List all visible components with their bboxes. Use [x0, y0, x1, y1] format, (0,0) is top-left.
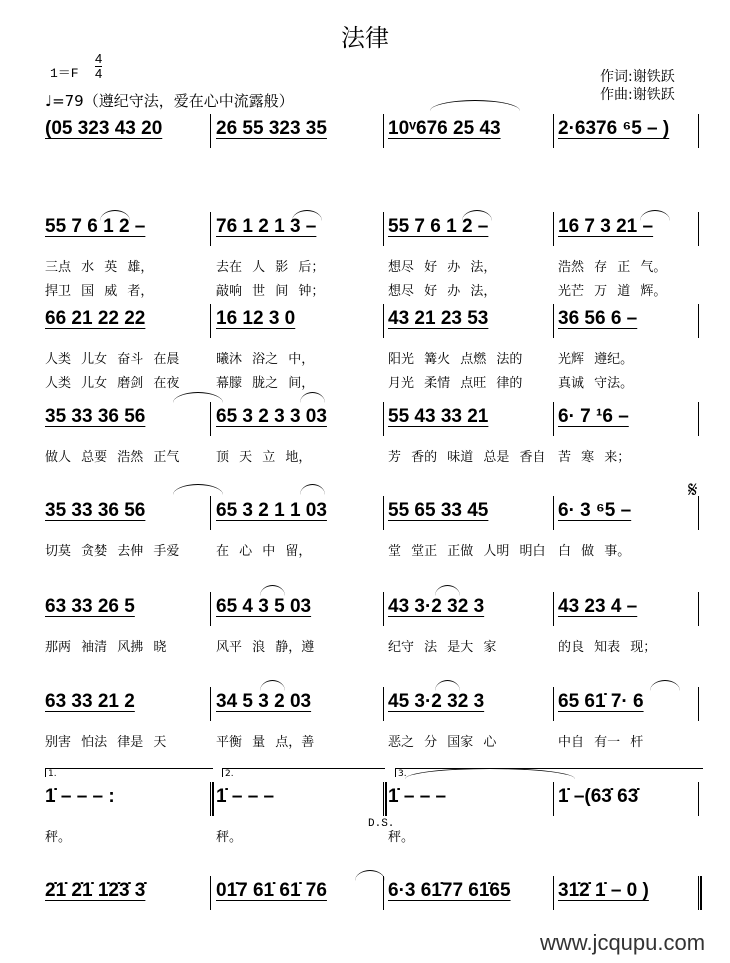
volta-2: 2. [222, 768, 385, 777]
barline [553, 592, 554, 626]
slur-mark [260, 680, 285, 691]
lyric-text: 真诚 守法。 [558, 376, 634, 391]
dal-segno-marking: D.S. [368, 818, 395, 830]
time-sig-bottom: 4 [95, 66, 103, 81]
lyric-text: 在 心 中 留， [216, 544, 312, 559]
barline [383, 212, 384, 246]
measure: 1̇ –(63̇ 63̇ [558, 786, 639, 807]
key-signature: 1＝F [50, 66, 79, 81]
barline [383, 114, 384, 148]
measure: 66 21 22 22 [45, 308, 146, 329]
slur-mark [173, 392, 223, 403]
watermark: www.jcqupu.com [540, 930, 706, 955]
barline [210, 782, 214, 816]
lyric-text: 光辉 遵纪。 [558, 352, 634, 367]
barline [698, 402, 699, 436]
lyric-text: 幕朦 胧之 间， [216, 376, 315, 391]
measure: 63 33 26 5 [45, 596, 135, 617]
lyric-text: 堂 堂正 正做 人明 明白 [388, 544, 546, 559]
slur-mark [430, 100, 520, 111]
slur-mark [300, 392, 325, 403]
barline [698, 782, 699, 816]
barline [553, 304, 554, 338]
measure: 55 7 6 1 2 – [45, 216, 146, 237]
barline [210, 592, 211, 626]
barline [698, 876, 702, 910]
measure: 43 23 4 – [558, 596, 638, 617]
barline [553, 402, 554, 436]
lyric-text: 做人 总要 浩然 正气 [45, 450, 180, 465]
barline [383, 876, 384, 910]
measure: 43 3·2 32 3 [388, 596, 485, 617]
barline [553, 496, 554, 530]
measure: 63 33 21 2 [45, 691, 135, 712]
slur-mark [640, 210, 670, 221]
barline [553, 114, 554, 148]
barline [383, 496, 384, 530]
measure: 55 65 33 45 [388, 500, 489, 521]
volta-1: 1. [45, 768, 213, 777]
lyric-text: 浩然 存 正 气。 [558, 260, 667, 275]
measure: 65 61̇ 7· 6 [558, 691, 644, 712]
lyric-text: 风平 浪 静，遵 [216, 640, 315, 655]
lyric-text: 顶 天 立 地， [216, 450, 312, 465]
measure: 55 7 6 1 2 – [388, 216, 489, 237]
measure: 6· 7 ¹6 – [558, 406, 629, 427]
measure: 16 7 3 21 – [558, 216, 654, 237]
time-sig-top: 4 [95, 51, 103, 66]
lyric-text: 想尽 好 办 法， [388, 284, 497, 299]
barline [553, 212, 554, 246]
measure: 6· 3 ⁶5 – [558, 500, 632, 521]
composer-credit: 作曲:谢铁跃 [600, 87, 675, 103]
lyric-text: 切莫 贪婪 去伸 手爱 [45, 544, 180, 559]
lyric-text: 阳光 篝火 点燃 法的 [388, 352, 523, 367]
slur-mark [435, 585, 460, 596]
lyric-text: 秤。 [45, 830, 72, 845]
lyric-text: 别害 怕法 律是 天 [45, 735, 167, 750]
barline [698, 496, 699, 530]
measure: (05 323 43 20 [45, 118, 163, 139]
barline [383, 402, 384, 436]
lyric-text: 的良 知表 现； [558, 640, 657, 655]
measure: 45 3·2 32 3 [388, 691, 485, 712]
barline [210, 496, 211, 530]
barline [210, 304, 211, 338]
lyricist-credit: 作词:谢铁跃 [600, 69, 675, 85]
barline [383, 782, 387, 816]
lyric-text: 白 做 事。 [558, 544, 631, 559]
lyric-text: 秤。 [388, 830, 415, 845]
volta-3: 3. [395, 768, 703, 777]
barline [210, 687, 211, 721]
barline [698, 212, 699, 246]
measure: 26 55 323 35 [216, 118, 327, 139]
barline [210, 876, 211, 910]
barline [698, 592, 699, 626]
measure: 1̇ – – – : [45, 786, 115, 807]
slur-mark [462, 210, 492, 221]
measure: 65 4 3 5 03 [216, 596, 312, 617]
measure: 2·6376 ⁶5 – ) [558, 118, 670, 139]
lyric-text: 捍卫 国 威 者， [45, 284, 154, 299]
slur-mark [173, 484, 223, 495]
barline [210, 114, 211, 148]
barline [698, 304, 699, 338]
barline [210, 402, 211, 436]
measure: 35 33 36 56 [45, 500, 146, 521]
measure: 1̇ – – – [216, 786, 275, 807]
barline [383, 304, 384, 338]
lyric-text: 月光 柔情 点旺 律的 [388, 376, 523, 391]
lyric-text: 苦 寒 来； [558, 450, 631, 465]
barline [383, 592, 384, 626]
slur-mark [650, 680, 680, 691]
lyric-text: 人类 儿女 磨剑 在夜 [45, 376, 180, 391]
slur-mark [100, 210, 130, 221]
lyric-text: 三点 水 英 雄， [45, 260, 154, 275]
measure: 76 1 2 1 3 – [216, 216, 317, 237]
lyric-text: 曦沐 浴之 中， [216, 352, 315, 367]
time-signature [95, 52, 102, 81]
measure: 31̇2̇ 1̇ – 0 ) [558, 880, 649, 901]
measure: 35 33 36 56 [45, 406, 146, 427]
barline [698, 687, 699, 721]
lyric-text: 光芒 万 道 辉。 [558, 284, 667, 299]
barline [210, 212, 211, 246]
segno-icon: 𝄋 [688, 478, 698, 503]
barline [553, 782, 554, 816]
tempo-marking: ♩=79（遵纪守法，爱在心中流露般） [45, 92, 294, 110]
slur-mark [435, 680, 460, 691]
measure: 55 43 33 21 [388, 406, 489, 427]
slur-mark [355, 870, 385, 881]
measure: 10ᵛ676 25 43 [388, 118, 501, 139]
measure: 16 12 3 0 [216, 308, 296, 329]
lyric-text: 想尽 好 办 法， [388, 260, 497, 275]
measure: 6·3 61̇77 61̇65 [388, 880, 511, 901]
slur-mark [292, 210, 322, 221]
measure: 65 3 2 3 3 03 [216, 406, 327, 427]
lyric-text: 恶之 分 国家 心 [388, 735, 497, 750]
lyric-text: 那两 袖清 风拂 晓 [45, 640, 167, 655]
measure: 65 3 2 1 1 03 [216, 500, 327, 521]
lyric-text: 纪守 法 是大 家 [388, 640, 497, 655]
lyric-text: 芳 香的 味道 总是 香自 [388, 450, 546, 465]
slur-mark [260, 585, 285, 596]
song-title: 法律 [341, 24, 389, 52]
lyric-text: 去在 人 影 后； [216, 260, 325, 275]
lyric-text: 人类 儿女 奋斗 在晨 [45, 352, 180, 367]
slur-mark [300, 484, 325, 495]
lyric-text: 平衡 量 点，善 [216, 735, 315, 750]
measure: 43 21 23 53 [388, 308, 489, 329]
measure: 01̇7 61̇ 61̇ 76 [216, 880, 327, 901]
barline [698, 114, 699, 148]
measure: 36 56 6 – [558, 308, 638, 329]
measure: 1̇ – – – [388, 786, 447, 807]
measure: 2̇1̇ 2̇1̇ 1̇2̇3̇ 3̇ [45, 880, 146, 901]
measure: 34 5 3 2 03 [216, 691, 312, 712]
lyric-text: 中自 有一 杆 [558, 735, 644, 750]
lyric-text: 敲响 世 间 钟； [216, 284, 325, 299]
lyric-text: 秤。 [216, 830, 243, 845]
barline [383, 687, 384, 721]
barline [553, 687, 554, 721]
barline [553, 876, 554, 910]
